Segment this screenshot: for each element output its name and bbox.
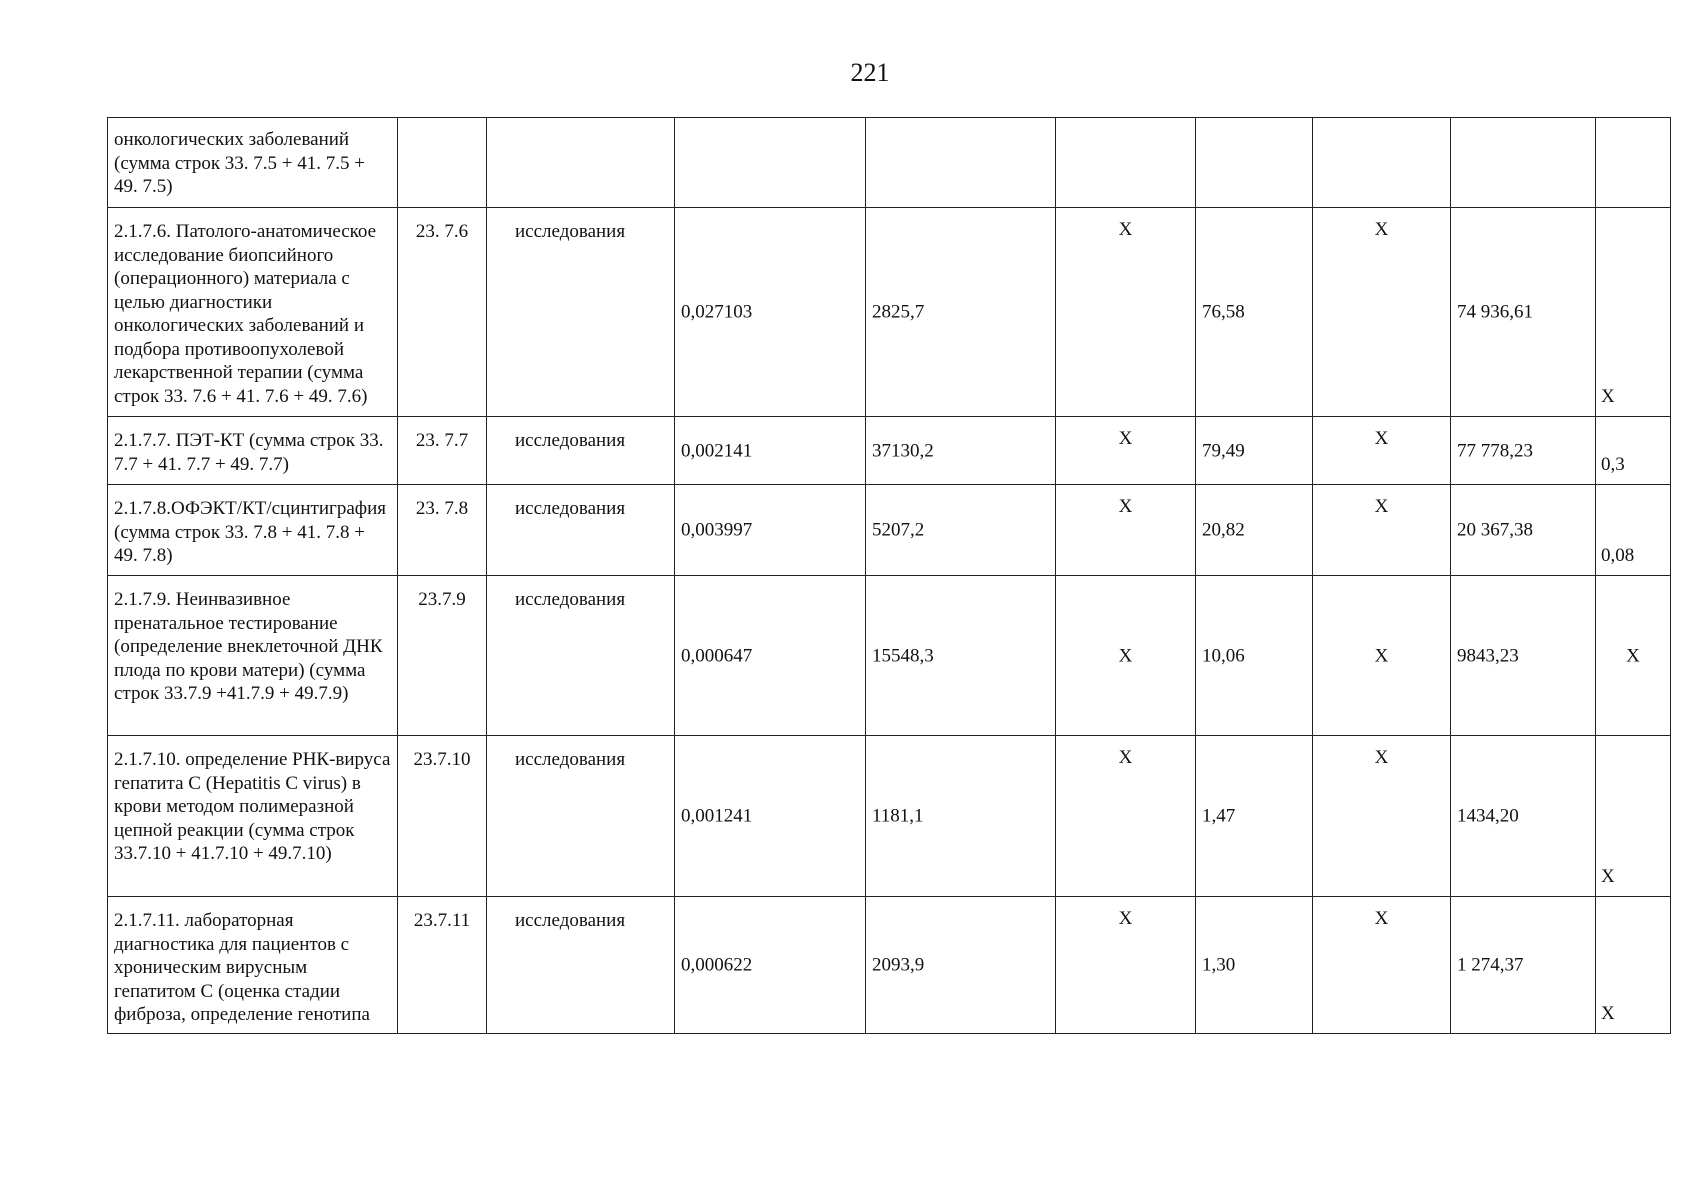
cell-x2: Х <box>1313 208 1451 417</box>
cell-last: Х <box>1596 208 1671 417</box>
cell-last: Х <box>1596 576 1671 736</box>
cell-code: 23.7.9 <box>398 576 487 736</box>
cell-norm: 0,000647 <box>675 576 866 736</box>
cell-x1: Х <box>1056 897 1196 1034</box>
cell-cost: 5207,2 <box>866 485 1056 576</box>
cell-norm: 0,000622 <box>675 897 866 1034</box>
table-row <box>108 897 1671 1034</box>
cell-x1: Х <box>1056 208 1196 417</box>
cell-code: 23. 7.8 <box>398 485 487 576</box>
cell-per-capita: 10,06 <box>1196 576 1313 736</box>
cell-cost: 2825,7 <box>866 208 1056 417</box>
cell-unit: исследования <box>487 576 675 736</box>
cell-x1: Х <box>1056 576 1196 736</box>
data-table <box>107 117 1671 1034</box>
cell-cost <box>866 118 1056 208</box>
cell-total: 1434,20 <box>1451 736 1596 897</box>
cell-total: 9843,23 <box>1451 576 1596 736</box>
cell-total <box>1451 118 1596 208</box>
cell-last: Х <box>1596 897 1671 1034</box>
cell-x1 <box>1056 118 1196 208</box>
cell-norm: 0,003997 <box>675 485 866 576</box>
cell-cost: 15548,3 <box>866 576 1056 736</box>
page-number: 221 <box>850 58 890 87</box>
cell-x2: Х <box>1313 576 1451 736</box>
cell-x2: Х <box>1313 417 1451 485</box>
cell-x1: Х <box>1056 736 1196 897</box>
cell-cost: 37130,2 <box>866 417 1056 485</box>
cell-unit: исследования <box>487 208 675 417</box>
cell-per-capita: 1,30 <box>1196 897 1313 1034</box>
cell-unit: исследования <box>487 485 675 576</box>
table-row <box>108 118 1671 208</box>
cell-per-capita: 1,47 <box>1196 736 1313 897</box>
cell-description: 2.1.7.8.ОФЭКТ/КТ/сцинтиграфия (сумма строк 33. 7.8 + 41. 7.8 + 49. 7.8) <box>108 485 398 576</box>
cell-per-capita: 20,82 <box>1196 485 1313 576</box>
cell-per-capita: 79,49 <box>1196 417 1313 485</box>
cell-total: 1 274,37 <box>1451 897 1596 1034</box>
cell-x1: Х <box>1056 485 1196 576</box>
cell-description: онкологических заболеваний (сумма строк 33. 7.5 + 41. 7.5 + 49. 7.5) <box>108 118 398 208</box>
cell-code: 23. 7.7 <box>398 417 487 485</box>
cell-x2 <box>1313 118 1451 208</box>
cell-last: Х <box>1596 736 1671 897</box>
cell-unit: исследования <box>487 897 675 1034</box>
table-row <box>108 576 1671 736</box>
cell-norm: 0,002141 <box>675 417 866 485</box>
cell-description: 2.1.7.9. Неинвазивное пренатальное тестирование (определение внеклеточной ДНК плода по крови матери) (сумма строк 33.7.9 +41.7.9 + 49.7.9) <box>108 576 398 736</box>
cell-description: 2.1.7.6. Патолого-анатомическое исследование биопсийного (операционного) материала с целью диагностики онкологических заболеваний и подбора противоопухолевой лекарственной терапии (сумма строк 33. 7.6 + 41. 7.6 + 49. 7.6) <box>108 208 398 417</box>
cell-last <box>1596 118 1671 208</box>
table-row <box>108 417 1671 485</box>
cell-norm: 0,001241 <box>675 736 866 897</box>
cell-code: 23.7.11 <box>398 897 487 1034</box>
cell-description: 2.1.7.11. лабораторная диагностика для пациентов с хроническим вирусным гепатитом С (оценка стадии фиброза, определение генотипа <box>108 897 398 1034</box>
cell-total: 77 778,23 <box>1451 417 1596 485</box>
cell-x2: Х <box>1313 485 1451 576</box>
cell-code: 23. 7.6 <box>398 208 487 417</box>
cell-per-capita: 76,58 <box>1196 208 1313 417</box>
cell-cost: 2093,9 <box>866 897 1056 1034</box>
cell-last: 0,3 <box>1596 417 1671 485</box>
table-row <box>108 485 1671 576</box>
cell-cost: 1181,1 <box>866 736 1056 897</box>
cell-unit: исследования <box>487 736 675 897</box>
table-row <box>108 736 1671 897</box>
cell-x2: Х <box>1313 897 1451 1034</box>
cell-x2: Х <box>1313 736 1451 897</box>
cell-norm: 0,027103 <box>675 208 866 417</box>
cell-total: 20 367,38 <box>1451 485 1596 576</box>
cell-norm <box>675 118 866 208</box>
cell-unit: исследования <box>487 417 675 485</box>
cell-description: 2.1.7.10. определение РНК-вируса гепатита С (Hepatitis С virus) в крови методом полимеразной цепной реакции (сумма строк 33.7.10 + 41.7.10 + 49.7.10) <box>108 736 398 897</box>
cell-unit <box>487 118 675 208</box>
table-row <box>108 208 1671 417</box>
cell-code: 23.7.10 <box>398 736 487 897</box>
cell-last: 0,08 <box>1596 485 1671 576</box>
cell-total: 74 936,61 <box>1451 208 1596 417</box>
cell-code <box>398 118 487 208</box>
cell-per-capita <box>1196 118 1313 208</box>
cell-x1: Х <box>1056 417 1196 485</box>
cell-description: 2.1.7.7. ПЭТ-КТ (сумма строк 33. 7.7 + 41. 7.7 + 49. 7.7) <box>108 417 398 485</box>
